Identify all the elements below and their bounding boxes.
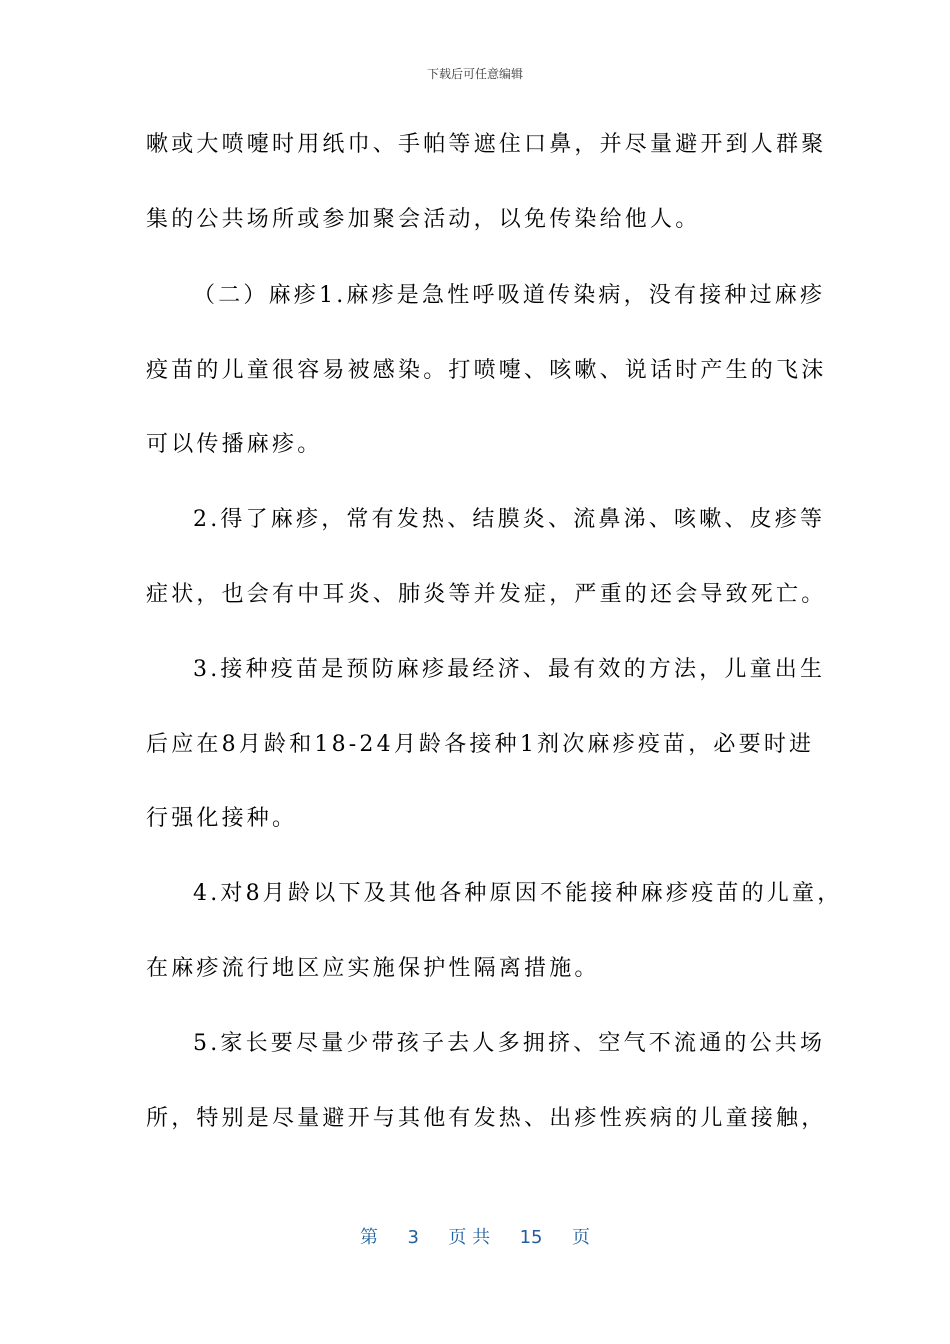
page-header: 下载后可任意编辑 <box>426 67 523 81</box>
text-line: （二）麻疹1.麻疹是急性呼吸道传染病，没有接种过麻疹 <box>193 283 826 308</box>
text-line: 嗽或大喷嚏时用纸巾、手帕等遮住口鼻，并尽量避开到人群聚 <box>146 132 827 157</box>
footer-total-pages: 15 <box>519 1227 543 1248</box>
text-line: 4.对8月龄以下及其他各种原因不能接种麻疹疫苗的儿童， <box>193 881 843 906</box>
text-line: 2.得了麻疹，常有发热、结膜炎、流鼻涕、咳嗽、皮疹等 <box>193 507 826 532</box>
text-line: 可以传播麻疹。 <box>146 432 323 457</box>
text-line: 症状，也会有中耳炎、肺炎等并发症，严重的还会导致死亡。 <box>146 582 827 607</box>
text-line: 行强化接种。 <box>146 806 298 831</box>
text-line: 在麻疹流行地区应实施保护性隔离措施。 <box>146 956 600 981</box>
footer-page-number: 3 <box>407 1227 419 1248</box>
text-line: 集的公共场所或参加聚会活动，以免传染给他人。 <box>146 207 701 232</box>
footer-label-ye-gong: 页 共 <box>448 1227 491 1248</box>
text-line: 疫苗的儿童很容易被感染。打喷嚏、咳嗽、说话时产生的飞沫 <box>146 358 827 383</box>
text-line: 3.接种疫苗是预防麻疹最经济、最有效的方法，儿童出生 <box>193 657 826 682</box>
text-line: 5.家长要尽量少带孩子去人多拥挤、空气不流通的公共场 <box>193 1031 826 1056</box>
page-footer <box>0 1226 950 1250</box>
footer-label-ye: 页 <box>571 1227 590 1248</box>
text-line: 所，特别是尽量避开与其他有发热、出疹性疾病的儿童接触， <box>146 1106 827 1131</box>
text-line: 后应在8月龄和18-24月龄各接种1剂次麻疹疫苗，必要时进 <box>146 732 815 757</box>
footer-label-di: 第 <box>360 1227 379 1248</box>
